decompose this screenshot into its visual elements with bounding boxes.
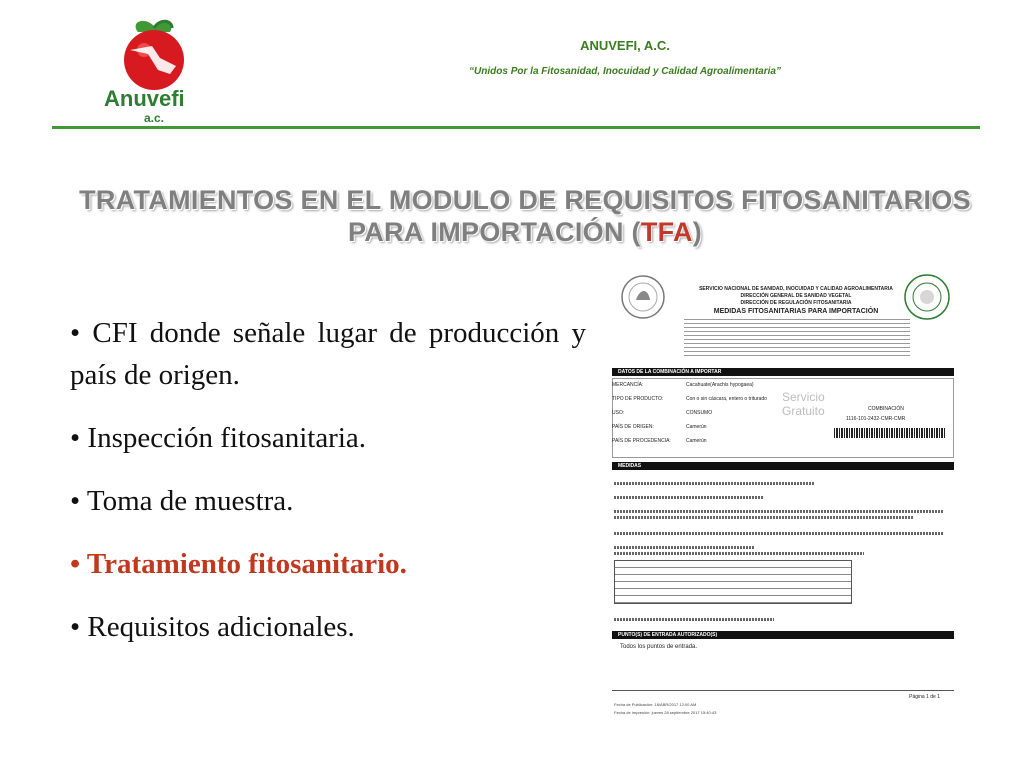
doc-field-label: PAÍS DE ORIGEN: [612,424,654,430]
title-line-2 [40,216,1010,248]
bullet-list [70,312,586,669]
doc-text-line [614,552,864,555]
doc-text-line [614,516,914,519]
doc-field-value: Camerún [686,438,707,444]
bullet-item: • Inspección fitosanitaria. [70,422,367,454]
doc-agency: SERVICIO NACIONAL DE SANIDAD, INOCUIDAD Y CALIDAD AGROALIMENTARIA [699,286,893,292]
doc-text-line [614,546,754,549]
doc-combinacion-label: COMBINACIÓN [868,406,904,412]
bullet-item: • CFI donde señale lugar de producción y país de origen. [70,317,587,391]
bullet-text-cfi: CFI donde señale lugar de producción y país de origen. [70,317,587,391]
doc-puntos-text: Todos los puntos de entrada. [620,644,698,650]
header-divider [52,126,980,129]
doc-footer-divider [612,690,954,691]
doc-text-line [614,496,764,499]
doc-page-number: Página 1 de 1 [909,694,940,700]
bullet-text-requisitos: Requisitos adicionales. [87,611,355,643]
doc-treatment-table [614,560,852,604]
bullet-item: • Toma de muestra. [70,485,294,517]
doc-field-label: PAÍS DE PROCEDENCIA: [612,438,671,444]
doc-field-value: CONSUMO [686,410,713,416]
doc-field-value: Con o sin cáscara, entero o triturado [686,396,767,402]
doc-combinacion-value: 1116-101-2432-CMR-CMR [846,416,906,422]
agency-seal-icon [902,272,952,322]
doc-direccion-regulacion: DIRECCIÓN DE REGULACIÓN FITOSANITARIA [740,300,852,306]
title-accent-tfa: TFA [640,217,693,247]
bullet-text-tratamiento: Tratamiento fitosanitario. [86,548,407,580]
doc-section-medidas: MEDIDAS [612,462,954,470]
mexico-seal-icon [620,274,666,320]
doc-text-line [614,618,774,621]
doc-section-puntos: PUNTO(S) DE ENTRADA AUTORIZADO(S) [612,631,954,639]
organization-slogan: “Unidos Por la Fitosanidad, Inocuidad y Calidad Agroalimentaria” [469,66,781,77]
doc-fecha-impresion: Fecha de Impresión: jueves 28 septiembre 2017 15:40:43 [614,710,717,715]
anuvefi-logo [100,14,210,126]
doc-direccion-general: DIRECCIÓN GENERAL DE SANIDAD VEGETAL [740,293,852,299]
doc-text-line [614,510,944,513]
doc-watermark [782,390,825,418]
bullet-item-highlight: • Tratamiento fitosanitario. [70,548,407,580]
title-line-1: TRATAMIENTOS EN EL MODULO DE REQUISITOS FITOSANITARIOS [79,185,971,215]
logo-subtext: a.c. [144,111,165,125]
doc-text-line [614,482,814,485]
doc-title: MEDIDAS FITOSANITARIAS PARA IMPORTACIÓN [713,308,879,315]
bullet-item: • Requisitos adicionales. [70,611,355,643]
document-image [606,270,954,724]
title-line-2-prefix: PARA IMPORTACIÓN ( [347,217,641,247]
bullet-text-inspeccion: Inspección fitosanitaria. [87,422,367,454]
slide-title [40,184,1010,248]
title-line-2-suffix: ) [692,217,703,247]
doc-agency-header [686,286,906,307]
doc-paragraph-text [684,318,910,356]
doc-section-datos: DATOS DE LA COMBINACIÓN A IMPORTAR [612,368,954,376]
doc-fecha-publicacion: Fecha de Publicación: 18/ABR/2017 12:00 AM [614,702,697,707]
doc-text-line [614,532,944,535]
organization-name: ANUVEFI, A.C. [580,38,670,53]
doc-field-label: USO: [612,410,625,416]
bullet-text-muestra: Toma de muestra. [86,485,294,517]
logo-wordmark: Anuvefi [104,86,185,111]
doc-field-value: Cacahuate(Arachis hypogaea) [686,382,754,388]
barcode-icon [834,428,946,438]
doc-field-label: TIPO DE PRODUCTO: [612,396,664,402]
doc-field-label: MERCANCÍA: [612,382,644,388]
doc-field-value: Camerún [686,424,707,430]
doc-watermark-line-1: Servicio [782,390,825,404]
doc-watermark-line-2: Gratuito [782,404,825,418]
